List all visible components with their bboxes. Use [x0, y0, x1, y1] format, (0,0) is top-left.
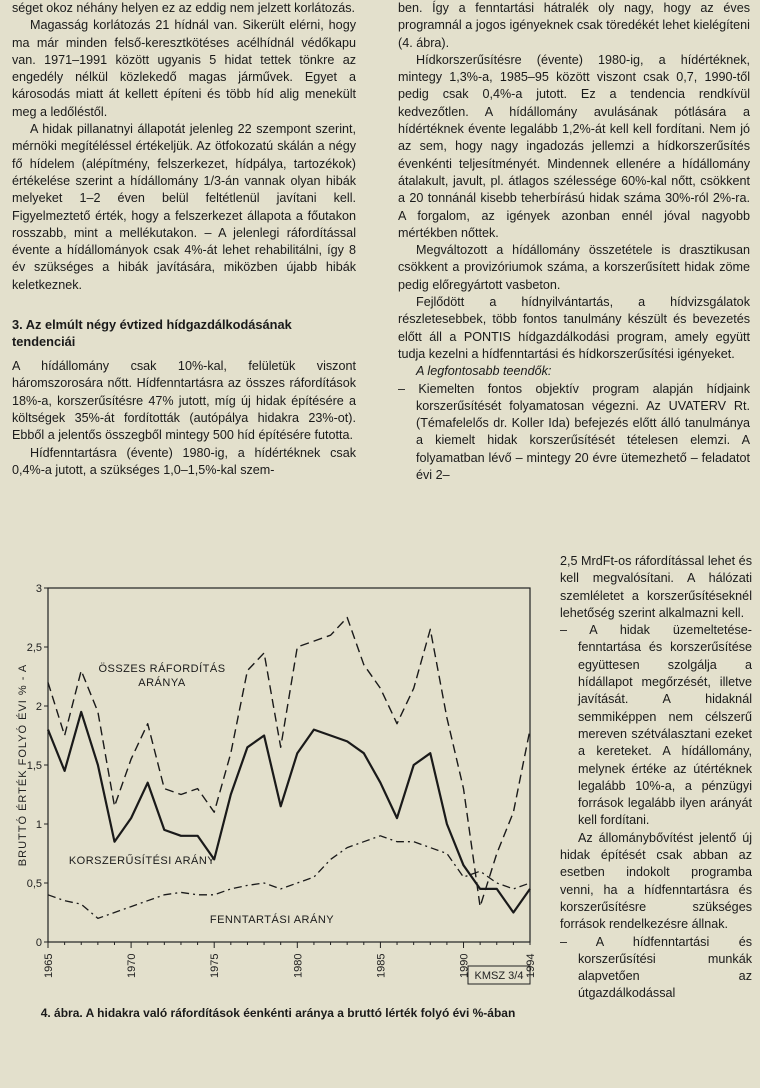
- y-tick-label: 3: [35, 583, 42, 595]
- y-tick-label: 0: [35, 937, 42, 949]
- left-para-2: Magasság korlátozás 21 hídnál van. Sikerült elérni, hogy ma már minden felső-keresztkötéses acélhídnál védőkapu van. 1971–1991 között ugyanis 5 hidat tettek tönkre az engedély nélkül közlekedő magas járművek. Egyet a károsodás miatt át kellett építeni és több híd alig menekült meg a ledőléstől.: [12, 18, 356, 119]
- x-tick-label: 1985: [375, 953, 388, 978]
- left-para-1: séget okoz néhány helyen ez az eddig nem jelzett korlátozás.: [12, 1, 356, 15]
- left-para-5: Hídfenntartásra (évente) 1980-ig, a hídértéknek csak 0,4%-a jutott, a szükséges 1,0–1,5%-kal szem-: [12, 445, 356, 477]
- left-column: [12, 0, 356, 479]
- narrow-para-4: – A hídfenntartási és korszerűsítési munkák alapvetően az útgazdálkodással: [560, 934, 752, 1001]
- right-para-3: Megváltozott a hídállomány összetétele is drasztikusan csökkent a provizóriumok száma, a korszerűsített hidak zöme pedig előregyártott vasbeton.: [398, 243, 750, 292]
- right-para-2: Hídkorszerűsítésre (évente) 1980-ig, a hídértéknek, mintegy 1,3%-a, 1985–95 között viszont csak 0,7, 1990-től pedig csak 0,4%-a jutott. Ez a tendencia rendkívül kedvezőtlen. A hídállomány avulásának pótlására a hídértéknek évente legalább 1,2%-át kell kell fordítani. Nem jó az sem, hogy nagy ingadozás jellemzi a hídkorszerűsítés évenkénti teljesítményét. Mindennek ellenére a hídállomány átalakult, javult, pl. átlagos szélessége 60%-kal nőtt, csökkent a 20 tonnánál kisebb teherbírású hidak száma 30%-ról 2%-ra. A forgalom, az igények azonban ennél jóval nagyobb mértékben nőttek.: [398, 52, 750, 240]
- y-tick-label: 1: [35, 819, 42, 831]
- y-tick-label: 1,5: [26, 760, 42, 772]
- series-label-total-1: ÖSSZES RÁFORDÍTÁS: [98, 663, 226, 675]
- task-1: – Kiemelten fontos objektív program alapján hídjaink korszerűsítését folyamatosan végezni. Az UVATERV Rt. (Témafelelős dr. Koller Ida) befejezés előtt álló tanulmánya a kiemelt hidak korszerűsítését tételesen elemzi. A folyamatban lévő – mintegy 20 évre ütemezhető – feladatot évi 2–: [398, 381, 750, 483]
- tasks-title: A legfontosabb teendők:: [416, 364, 552, 379]
- right-para-1: ben. Így a fenntartási hátralék oly nagy, hogy az éves programnál a jogos igényeknek csak töredékét lehet kielégíteni (4. ábra).: [398, 1, 750, 50]
- series-line-1: [48, 712, 530, 913]
- chart-labels: [69, 662, 334, 926]
- y-tick-label: 0,5: [26, 878, 42, 890]
- y-tick-label: 2: [35, 701, 42, 713]
- x-tick-label: 1970: [126, 953, 139, 978]
- section-heading: 3. Az elmúlt négy évtized hídgazdálkodásának tendenciái: [12, 317, 292, 350]
- left-para-4: A hídállomány csak 10%-kal, felületük viszont háromszorosára nőtt. Hídfenntartásra az összes ráfordítások 18%-a, korszerűsítésre 47% jutott, míg új hidak építésére a költségek 35%-át fordították (autópálya hidakra 23%-ot). Ebből a jelentős összegből mintegy 500 híd építésére futotta.: [12, 359, 356, 443]
- narrow-para-2: – A hidak üzemeltetése-fenntartása és korszerűsítése együttesen szolgálja a hídállapot megőrzését, illetve javítását. A hidaknál semmiképpen nem célszerű mereven szétválasztani ezeket a kereteket. A hídállomány, melynek értéke az útértéknek legalább 10%-a, a pénzügyi források legalább ilyen arányát kell fordítani.: [560, 623, 752, 828]
- x-tick-label: 1980: [292, 953, 305, 978]
- x-tick-label: 1990: [458, 953, 471, 978]
- right-para-4: Fejlődött a hídnyilvántartás, a hídvizsgálatok részletesebbek, több fontos tanulmány készült és bevezetés előtt áll a PONTIS hídgazdálkodási program, amely együtt tudja kezelni a hídfenntartási és hídkorszerűsítési igényeket.: [398, 295, 750, 361]
- y-axis-label: BRUTTÓ ÉRTÉK FOLYÓ ÉVI % - A: [17, 663, 29, 867]
- right-column: [398, 0, 750, 484]
- x-tick-label: 1994: [525, 953, 537, 978]
- narrow-para-1: 2,5 MrdFt-os ráfordítással lehet és kell megvalósítani. A hálózati szemléletet a korszerűsítéseknél lehetőség szerint alkalmazni kell.: [560, 554, 752, 620]
- series-label-maintenance: FENNTARTÁSI ARÁNY: [209, 914, 335, 926]
- x-tick-label: 1965: [43, 953, 55, 978]
- series-label-modernization: KORSZERŰSÍTÉSI ARÁNY: [68, 855, 216, 867]
- chart-tag: KMSZ 3/4: [474, 970, 524, 982]
- figure-caption: 4. ábra. A hidakra való ráfordítások éenkénti aránya a bruttó lérték folyó évi %-ában: [40, 1006, 516, 1020]
- series-label-total-2: ARÁNYA: [138, 677, 186, 689]
- narrow-para-3: Az állománybővítést jelentő új hidak építését csak abban az esetben indokolt programba venni, ha a hídfenntartásra és korszerűsítésre szükséges források rendelkezésre állnak.: [560, 830, 752, 932]
- left-para-3: A hidak pillanatnyi állapotát jelenleg 22 szempont szerint, mérnöki megítéléssel értékeljük. Az ötfokozatú skálán a négy fő hídelem (alépítmény, felszerkezet, hídpálya, tartozékok) értékelése szerint a hídállomány 1/3-án vannak olyan hibák melyeket 1–2 éven belül feltétlenül javítani kell. Figyelmeztető érték, hogy a felszerkezet állapota a főutakon rosszabb, mint a mellékutakon. – A jelenlegi ráfordítással évente a hídállományok csak 4%-át lehet rehabilitálni, így 8 év szükséges a hibák javítására, miközben újabb hibák keletkeznek.: [12, 122, 356, 292]
- x-tick-label: 1975: [209, 953, 222, 978]
- y-tick-label: 2,5: [26, 642, 42, 654]
- right-narrow-column: [560, 553, 752, 1003]
- line-chart: [12, 580, 544, 1005]
